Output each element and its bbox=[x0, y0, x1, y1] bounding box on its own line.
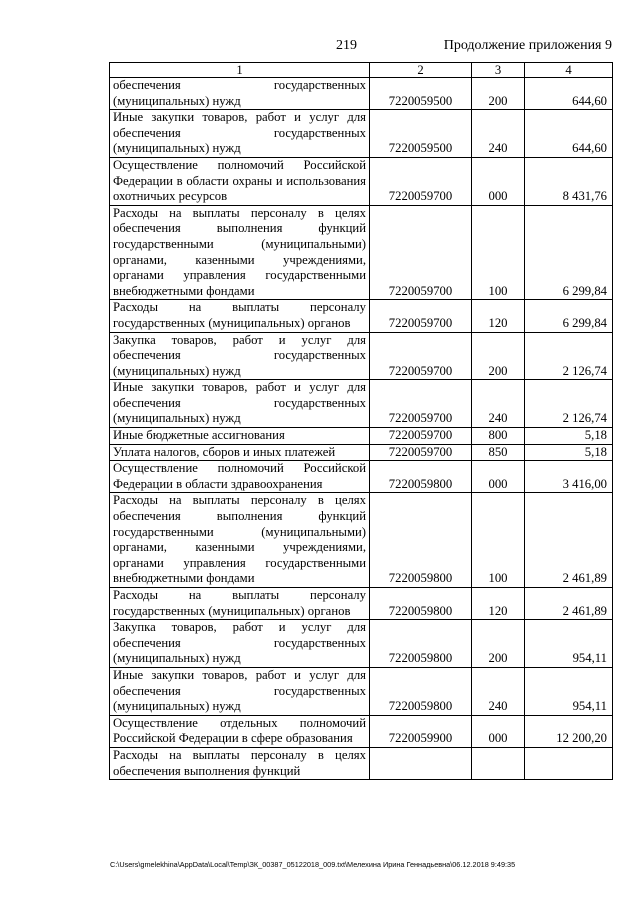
row-code: 7220059800 bbox=[370, 461, 472, 493]
table-row bbox=[110, 715, 613, 747]
row-code: 7220059500 bbox=[370, 78, 472, 110]
row-amount: 644,60 bbox=[525, 110, 613, 158]
row-type: 100 bbox=[472, 205, 525, 300]
row-name: Иные закупки товаров, работ и услуг для обеспечения государственных (муниципальных) нужд bbox=[110, 380, 370, 428]
row-name: Уплата налогов, сборов и иных платежей bbox=[110, 444, 370, 461]
row-amount: 2 461,89 bbox=[525, 493, 613, 588]
row-code: 7220059700 bbox=[370, 157, 472, 205]
row-code: 7220059800 bbox=[370, 588, 472, 620]
row-amount: 6 299,84 bbox=[525, 300, 613, 332]
row-amount: 644,60 bbox=[525, 78, 613, 110]
row-code: 7220059700 bbox=[370, 332, 472, 380]
row-code: 7220059500 bbox=[370, 110, 472, 158]
row-name: Расходы на выплаты персоналу в целях обеспечения выполнения функций bbox=[110, 747, 370, 779]
row-name: Иные закупки товаров, работ и услуг для обеспечения государственных (муниципальных) нужд bbox=[110, 667, 370, 715]
row-type: 800 bbox=[472, 428, 525, 445]
row-name: Расходы на выплаты персоналу государственных (муниципальных) органов bbox=[110, 588, 370, 620]
row-amount: 5,18 bbox=[525, 428, 613, 445]
row-code bbox=[370, 747, 472, 779]
row-type bbox=[472, 747, 525, 779]
column-header-3: 3 bbox=[472, 63, 525, 78]
row-amount: 6 299,84 bbox=[525, 205, 613, 300]
row-code: 7220059700 bbox=[370, 380, 472, 428]
row-type: 240 bbox=[472, 110, 525, 158]
row-type: 200 bbox=[472, 332, 525, 380]
row-name: Осуществление полномочий Российской Федерации в области здравоохранения bbox=[110, 461, 370, 493]
table-row bbox=[110, 588, 613, 620]
row-code: 7220059800 bbox=[370, 620, 472, 668]
table-row bbox=[110, 300, 613, 332]
table-row bbox=[110, 205, 613, 300]
table-row bbox=[110, 157, 613, 205]
row-type: 000 bbox=[472, 715, 525, 747]
column-header-2: 2 bbox=[370, 63, 472, 78]
row-code: 7220059700 bbox=[370, 205, 472, 300]
page-number: 219 bbox=[336, 38, 357, 53]
column-header-1: 1 bbox=[110, 63, 370, 78]
row-amount: 5,18 bbox=[525, 444, 613, 461]
row-amount: 2 126,74 bbox=[525, 332, 613, 380]
row-type: 200 bbox=[472, 620, 525, 668]
budget-table bbox=[109, 62, 613, 780]
table-row bbox=[110, 444, 613, 461]
column-header-4: 4 bbox=[525, 63, 613, 78]
row-amount: 954,11 bbox=[525, 620, 613, 668]
table-header-row bbox=[110, 63, 613, 78]
row-name: Осуществление отдельных полномочий Российской Федерации в сфере образования bbox=[110, 715, 370, 747]
row-amount: 12 200,20 bbox=[525, 715, 613, 747]
table-row bbox=[110, 747, 613, 779]
row-type: 850 bbox=[472, 444, 525, 461]
continuation-label: Продолжение приложения 9 bbox=[443, 38, 612, 53]
row-code: 7220059700 bbox=[370, 444, 472, 461]
row-type: 240 bbox=[472, 667, 525, 715]
row-type: 000 bbox=[472, 157, 525, 205]
row-type: 000 bbox=[472, 461, 525, 493]
row-amount: 954,11 bbox=[525, 667, 613, 715]
table-row bbox=[110, 461, 613, 493]
table-row bbox=[110, 110, 613, 158]
row-type: 200 bbox=[472, 78, 525, 110]
row-name: Иные бюджетные ассигнования bbox=[110, 428, 370, 445]
row-amount: 2 461,89 bbox=[525, 588, 613, 620]
row-code: 7220059700 bbox=[370, 428, 472, 445]
table-row bbox=[110, 332, 613, 380]
row-name: Осуществление полномочий Российской Федерации в области охраны и использования охотничьих ресурсов bbox=[110, 157, 370, 205]
table-row bbox=[110, 428, 613, 445]
row-code: 7220059900 bbox=[370, 715, 472, 747]
row-amount bbox=[525, 747, 613, 779]
table-row bbox=[110, 667, 613, 715]
row-name: Закупка товаров, работ и услуг для обеспечения государственных (муниципальных) нужд bbox=[110, 332, 370, 380]
row-amount: 3 416,00 bbox=[525, 461, 613, 493]
row-code: 7220059800 bbox=[370, 493, 472, 588]
row-code: 7220059700 bbox=[370, 300, 472, 332]
row-amount: 8 431,76 bbox=[525, 157, 613, 205]
row-type: 120 bbox=[472, 300, 525, 332]
table-row bbox=[110, 620, 613, 668]
row-name: Расходы на выплаты персоналу в целях обеспечения выполнения функций государственными (муниципальными) органами, казенными учреждениями, органами управления государственными внебюджетными фондами bbox=[110, 205, 370, 300]
row-type: 100 bbox=[472, 493, 525, 588]
row-type: 240 bbox=[472, 380, 525, 428]
row-amount: 2 126,74 bbox=[525, 380, 613, 428]
table-row bbox=[110, 380, 613, 428]
row-name: Расходы на выплаты персоналу государственных (муниципальных) органов bbox=[110, 300, 370, 332]
table-row bbox=[110, 493, 613, 588]
table-row bbox=[110, 78, 613, 110]
row-name: Расходы на выплаты персоналу в целях обеспечения выполнения функций государственными (муниципальными) органами, казенными учреждениями, органами управления государственными внебюджетными фондами bbox=[110, 493, 370, 588]
file-path-footer: C:\Users\gmelekhina\AppData\Local\Temp\ЗК_00387_05122018_009.txt\Мелехина Ирина Геннадьевна\06.12.2018 9:49:35 bbox=[110, 860, 516, 869]
row-type: 120 bbox=[472, 588, 525, 620]
row-name: Закупка товаров, работ и услуг для обеспечения государственных (муниципальных) нужд bbox=[110, 620, 370, 668]
row-name: обеспечения государственных (муниципальных) нужд bbox=[110, 78, 370, 110]
row-code: 7220059800 bbox=[370, 667, 472, 715]
row-name: Иные закупки товаров, работ и услуг для обеспечения государственных (муниципальных) нужд bbox=[110, 110, 370, 158]
